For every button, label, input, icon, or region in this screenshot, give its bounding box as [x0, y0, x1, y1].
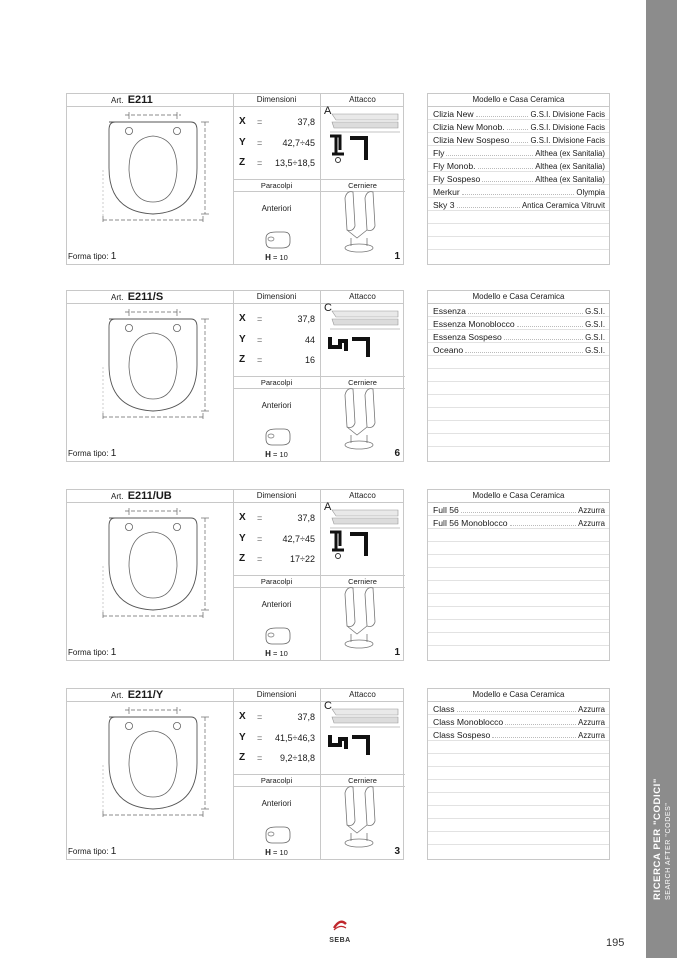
- model-name: Full 56: [433, 505, 459, 515]
- dot-leader: [492, 728, 576, 738]
- anteriori-label: Anteriori: [261, 401, 292, 410]
- side-label-en: SEARCH AFTER "CODES": [665, 802, 672, 900]
- product-block: [0, 93, 646, 265]
- hinge-drawing: [337, 781, 389, 857]
- forma-label: Forma tipo:: [68, 648, 109, 657]
- model-company: Althea (ex Sanitalia): [535, 175, 605, 184]
- dot-leader: [468, 304, 583, 314]
- dim-eq: =: [257, 117, 263, 127]
- anteriori-label: Anteriori: [261, 204, 292, 213]
- model-company: Olympia: [576, 188, 605, 197]
- models-header: Modello e Casa Ceramica: [428, 689, 609, 702]
- row-rule: [428, 554, 609, 555]
- dot-leader: [461, 503, 576, 513]
- h-value: [233, 848, 320, 857]
- h-label: H: [265, 253, 271, 262]
- attacco-header: Attacco: [349, 95, 376, 104]
- paracolpi-header: Paracolpi: [260, 577, 293, 586]
- dimensioni-header: Dimensioni: [256, 690, 297, 699]
- model-company: G.S.I.: [585, 320, 605, 329]
- dim-y: [239, 532, 315, 546]
- dim-eq: =: [257, 733, 263, 743]
- model-name: Essenza Monoblocco: [433, 319, 515, 329]
- forma-label: Forma tipo:: [68, 847, 109, 856]
- forma-value: 1: [110, 251, 117, 262]
- h-value: [233, 649, 320, 658]
- article-code: E211/Y: [127, 689, 164, 701]
- dim-x: [239, 511, 315, 525]
- row-rule: [428, 606, 609, 607]
- model-name: Oceano: [433, 345, 464, 355]
- dim-x: [239, 312, 315, 326]
- row-rule: [428, 792, 609, 793]
- model-row: [433, 198, 605, 211]
- hinge-drawing: [337, 186, 389, 262]
- spec-card: [66, 688, 404, 860]
- dim-eq: =: [257, 314, 263, 324]
- row-rule: [428, 420, 609, 421]
- fitting-diagram: [326, 108, 406, 174]
- art-prefix: Art.: [111, 691, 124, 700]
- attacco-type: A: [324, 501, 332, 513]
- row-rule: [428, 249, 609, 250]
- dim-eq: =: [257, 513, 263, 523]
- article-label: [111, 94, 153, 106]
- forma-tipo: [68, 846, 116, 857]
- row-rule: [428, 844, 609, 845]
- forma-value: 1: [110, 846, 117, 857]
- dot-leader: [507, 120, 529, 130]
- model-row: [433, 120, 605, 133]
- dim-key: X: [239, 313, 246, 324]
- dimensioni-header: Dimensioni: [256, 292, 297, 301]
- forma-tipo: [68, 448, 116, 459]
- dim-y: [239, 333, 315, 347]
- row-rule: [428, 433, 609, 434]
- row-rule: [428, 223, 609, 224]
- art-prefix: Art.: [111, 96, 124, 105]
- product-block: [0, 489, 646, 661]
- dim-z-value: 16: [304, 355, 315, 365]
- row-rule: [428, 805, 609, 806]
- h-value: [233, 253, 320, 262]
- seat-shape-drawing: [97, 307, 227, 419]
- dim-key: Y: [239, 137, 246, 148]
- dim-eq: =: [257, 753, 263, 763]
- dim-z: [239, 353, 315, 367]
- dim-z-value: 13,5÷18,5: [275, 158, 315, 168]
- dimensions: [233, 304, 320, 371]
- attacco-header: Attacco: [349, 690, 376, 699]
- side-label-it: RICERCA PER "CODICI": [652, 778, 663, 900]
- dim-key: Z: [239, 553, 246, 564]
- dim-y: [239, 136, 315, 150]
- row-rule: [428, 645, 609, 646]
- dim-key: Z: [239, 354, 246, 365]
- fitting-diagram: [326, 703, 406, 769]
- bumper-drawing: [262, 228, 292, 252]
- h-label: H: [265, 649, 271, 658]
- bumper-drawing: [262, 823, 292, 847]
- dot-leader: [462, 185, 575, 195]
- product-block: [0, 290, 646, 462]
- fitting-number: 1: [394, 647, 400, 658]
- model-row: [433, 702, 605, 715]
- model-row: [433, 159, 605, 172]
- dim-key: Z: [239, 752, 246, 763]
- dim-key: X: [239, 116, 246, 127]
- art-prefix: Art.: [111, 293, 124, 302]
- model-company: G.S.I.: [585, 346, 605, 355]
- model-company: Azzurra: [578, 731, 605, 740]
- seba-logo-icon: [332, 918, 348, 932]
- dim-z: [239, 751, 315, 765]
- row-rule: [428, 368, 609, 369]
- article-label: [111, 689, 163, 701]
- dimensions: [233, 702, 320, 769]
- fitting-diagram: [326, 504, 406, 570]
- model-company: Antica Ceramica Vitruvit: [521, 201, 605, 210]
- article-code: E211/S: [127, 291, 164, 303]
- dot-leader: [478, 159, 534, 169]
- attacco-header: Attacco: [349, 491, 376, 500]
- dim-z-value: 17÷22: [290, 554, 315, 564]
- fitting-number: 1: [394, 251, 400, 262]
- dim-eq: =: [257, 355, 263, 365]
- forma-label: Forma tipo:: [68, 252, 109, 261]
- cerniere-header: Cerniere: [348, 577, 377, 586]
- dot-leader: [511, 133, 528, 143]
- anteriori-label: Anteriori: [261, 799, 292, 808]
- seba-logo: [322, 918, 358, 944]
- dim-eq: =: [257, 138, 263, 148]
- paracolpi-header: Paracolpi: [260, 776, 293, 785]
- logo-text: SEBA: [329, 937, 351, 944]
- hinge-drawing: [337, 582, 389, 658]
- model-name: Clizia New Sospeso: [433, 135, 510, 145]
- dim-z: [239, 552, 315, 566]
- model-company: G.S.I.: [585, 307, 605, 316]
- art-prefix: Art.: [111, 492, 124, 501]
- h-number: = 10: [273, 450, 288, 459]
- h-number: = 10: [273, 848, 288, 857]
- model-row: [433, 185, 605, 198]
- row-rule: [428, 394, 609, 395]
- attacco-type: A: [324, 105, 332, 117]
- models-header: Modello e Casa Ceramica: [428, 291, 609, 304]
- models-header: Modello e Casa Ceramica: [428, 490, 609, 503]
- row-rule: [428, 446, 609, 447]
- row-rule: [428, 541, 609, 542]
- spec-card: [66, 489, 404, 661]
- product-block: [0, 688, 646, 860]
- dot-leader: [505, 715, 576, 725]
- dim-eq: =: [257, 712, 263, 722]
- model-name: Essenza: [433, 306, 466, 316]
- model-row: [433, 317, 605, 330]
- row-rule: [428, 580, 609, 581]
- dimensioni-header: Dimensioni: [256, 95, 297, 104]
- cerniere-header: Cerniere: [348, 378, 377, 387]
- model-name: Clizia New: [433, 109, 474, 119]
- dot-leader: [457, 198, 520, 208]
- dim-key: Z: [239, 157, 246, 168]
- model-company: Azzurra: [578, 506, 605, 515]
- dot-leader: [457, 702, 577, 712]
- hinge-drawing: [337, 383, 389, 459]
- model-company: G.S.I.: [585, 333, 605, 342]
- dim-x: [239, 115, 315, 129]
- dim-y-value: 41,5÷46,3: [275, 733, 315, 743]
- dot-leader: [446, 146, 533, 156]
- cerniere-header: Cerniere: [348, 776, 377, 785]
- h-number: = 10: [273, 253, 288, 262]
- model-row: [433, 146, 605, 159]
- fitting-number: 3: [394, 846, 400, 857]
- row-rule: [428, 779, 609, 780]
- article-code: E211/UB: [127, 490, 172, 502]
- dot-leader: [504, 330, 583, 340]
- h-number: = 10: [273, 649, 288, 658]
- models-table: [427, 290, 610, 462]
- model-name: Fly Monob.: [433, 161, 476, 171]
- model-row: [433, 107, 605, 120]
- h-value: [233, 450, 320, 459]
- dim-key: Y: [239, 334, 246, 345]
- dim-x: [239, 710, 315, 724]
- model-name: Fly: [433, 148, 445, 158]
- row-rule: [428, 407, 609, 408]
- models-table: [427, 489, 610, 661]
- page-number: 195: [606, 937, 625, 949]
- dim-z: [239, 156, 315, 170]
- dim-y-value: 42,7÷45: [282, 534, 315, 544]
- dim-key: Y: [239, 732, 246, 743]
- model-name: Essenza Sospeso: [433, 332, 502, 342]
- model-name: Class Monoblocco: [433, 717, 504, 727]
- dot-leader: [482, 172, 533, 182]
- dim-x-value: 37,8: [297, 712, 315, 722]
- dimensions: [233, 107, 320, 174]
- seat-shape-drawing: [97, 110, 227, 222]
- spec-card: [66, 290, 404, 462]
- model-company: G.S.I. Divisione Facis: [530, 123, 605, 132]
- forma-label: Forma tipo:: [68, 449, 109, 458]
- anteriori-label: Anteriori: [261, 600, 292, 609]
- dim-key: Y: [239, 533, 246, 544]
- model-company: Azzurra: [578, 519, 605, 528]
- model-row: [433, 172, 605, 185]
- model-row: [433, 503, 605, 516]
- attacco-header: Attacco: [349, 292, 376, 301]
- dim-x-value: 37,8: [297, 117, 315, 127]
- dim-eq: =: [257, 335, 263, 345]
- dim-key: X: [239, 711, 246, 722]
- model-company: G.S.I. Divisione Facis: [530, 110, 605, 119]
- model-company: Althea (ex Sanitalia): [535, 149, 605, 158]
- h-label: H: [265, 848, 271, 857]
- seat-shape-drawing: [97, 705, 227, 817]
- dim-z-value: 9,2÷18,8: [280, 753, 315, 763]
- models-header: Modello e Casa Ceramica: [428, 94, 609, 107]
- paracolpi-header: Paracolpi: [260, 181, 293, 190]
- model-company: Azzurra: [578, 718, 605, 727]
- model-row: [433, 343, 605, 356]
- bumper-drawing: [262, 624, 292, 648]
- article-label: [111, 291, 163, 303]
- model-name: Merkur: [433, 187, 460, 197]
- dot-leader: [510, 516, 577, 526]
- model-company: G.S.I. Divisione Facis: [530, 136, 605, 145]
- model-row: [433, 133, 605, 146]
- row-rule: [428, 381, 609, 382]
- attacco-type: C: [324, 700, 332, 712]
- fitting-diagram: [326, 305, 406, 371]
- dim-x-value: 37,8: [297, 513, 315, 523]
- dot-leader: [517, 317, 583, 327]
- dim-eq: =: [257, 534, 263, 544]
- row-rule: [428, 818, 609, 819]
- attacco-type: C: [324, 302, 332, 314]
- row-rule: [428, 593, 609, 594]
- dim-y: [239, 731, 315, 745]
- row-rule: [428, 753, 609, 754]
- dimensioni-header: Dimensioni: [256, 491, 297, 500]
- dim-eq: =: [257, 158, 263, 168]
- row-rule: [428, 766, 609, 767]
- forma-value: 1: [110, 647, 117, 658]
- dim-y-value: 42,7÷45: [282, 138, 315, 148]
- forma-tipo: [68, 647, 116, 658]
- model-name: Sky 3: [433, 200, 455, 210]
- model-row: [433, 304, 605, 317]
- model-name: Clizia New Monob.: [433, 122, 505, 132]
- model-name: Class Sospeso: [433, 730, 491, 740]
- row-rule: [428, 236, 609, 237]
- dot-leader: [476, 107, 529, 117]
- fitting-number: 6: [394, 448, 400, 459]
- model-company: Azzurra: [578, 705, 605, 714]
- article-code: E211: [127, 94, 153, 106]
- h-label: H: [265, 450, 271, 459]
- dot-leader: [465, 343, 583, 353]
- bumper-drawing: [262, 425, 292, 449]
- model-company: Althea (ex Sanitalia): [535, 162, 605, 171]
- models-table: [427, 93, 610, 265]
- row-rule: [428, 632, 609, 633]
- side-index-label: [652, 778, 674, 900]
- forma-value: 1: [110, 448, 117, 459]
- model-name: Fly Sospeso: [433, 174, 481, 184]
- seat-shape-drawing: [97, 506, 227, 618]
- dim-x-value: 37,8: [297, 314, 315, 324]
- row-rule: [428, 567, 609, 568]
- model-row: [433, 728, 605, 741]
- model-name: Class: [433, 704, 455, 714]
- dim-y-value: 44: [304, 335, 315, 345]
- dim-key: X: [239, 512, 246, 523]
- forma-tipo: [68, 251, 116, 262]
- row-rule: [428, 831, 609, 832]
- model-name: Full 56 Monoblocco: [433, 518, 508, 528]
- paracolpi-header: Paracolpi: [260, 378, 293, 387]
- models-table: [427, 688, 610, 860]
- row-rule: [428, 619, 609, 620]
- cerniere-header: Cerniere: [348, 181, 377, 190]
- article-label: [111, 490, 172, 502]
- model-row: [433, 516, 605, 529]
- spec-card: [66, 93, 404, 265]
- dimensions: [233, 503, 320, 570]
- dim-eq: =: [257, 554, 263, 564]
- model-row: [433, 715, 605, 728]
- model-row: [433, 330, 605, 343]
